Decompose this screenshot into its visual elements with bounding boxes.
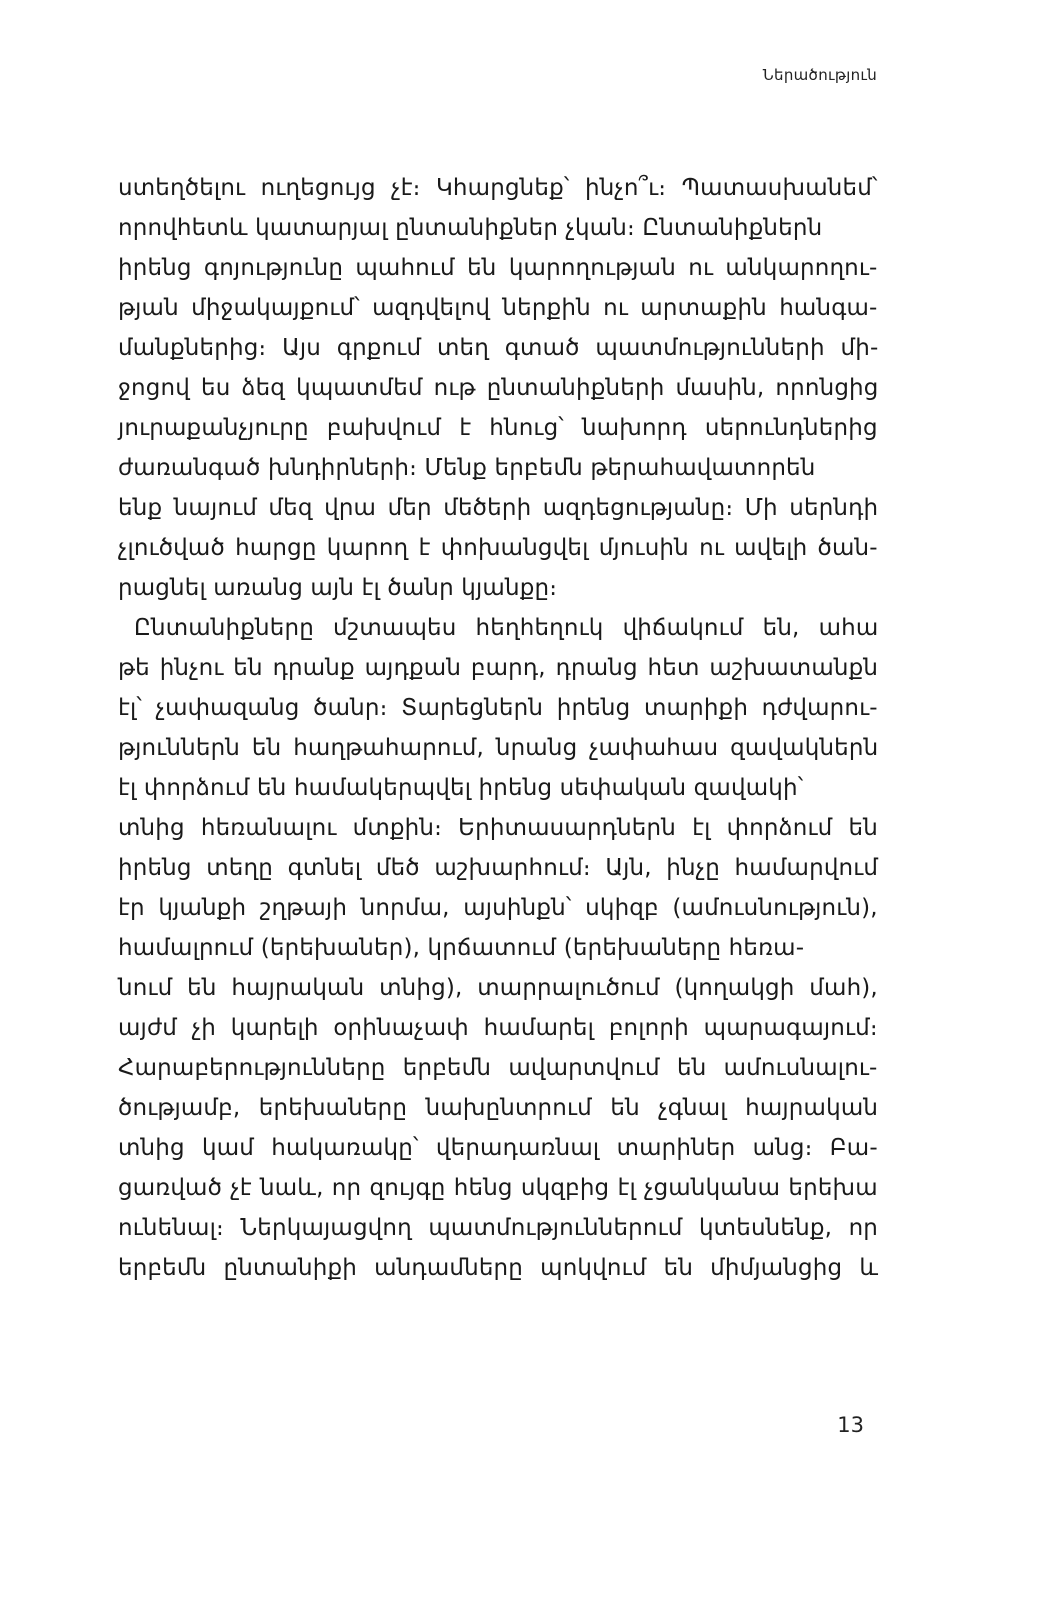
text-line: երբեմն ընտանիքի անդամները պոկվում են միմյանցից և bbox=[118, 1255, 879, 1281]
text-line: թյուններն են հաղթահարում, նրանց չափահաս զավակներն bbox=[118, 735, 879, 761]
text-line: տնից հեռանալու մտքին։ Երիտասարդներն էլ փորձում են bbox=[118, 815, 878, 841]
text-line: էլ՝ չափազանց ծանր։ Տարեցներն իրենց տարիքի դժվարու- bbox=[118, 695, 878, 721]
text-line: տնից կամ հակառակը՝ վերադառնալ տարիներ անց։ Բա- bbox=[118, 1135, 878, 1161]
text-line: ստեղծելու ուղեցույց չէ։ Կհարցնեք՝ ինչո՞ւ։ Պատասխանեմ՝ bbox=[118, 175, 878, 201]
page-number: 13 bbox=[837, 1413, 864, 1437]
text-line: նում են հայրական տնից), տարրալուծում (կողակցի մահ), bbox=[118, 975, 878, 1001]
text-line: էլ փորձում են համակերպվել իրենց սեփական զավակի՝ bbox=[118, 775, 804, 801]
text-line: իրենց գոյությունը պահում են կարողության ու անկարողու- bbox=[118, 255, 878, 281]
text-line: ենք նայում մեզ վրա մեր մեծերի ազդեցությանը։ Մի սերնդի bbox=[118, 495, 879, 521]
body-text bbox=[118, 168, 878, 1288]
text-line: ծությամբ, երեխաները նախընտրում են չգնալ հայրական bbox=[118, 1095, 879, 1121]
text-line: թե ինչու են դրանք այդքան բարդ, դրանց հետ աշխատանքն bbox=[118, 655, 879, 681]
text-line: թյան միջակայքում՝ ազդվելով ներքին ու արտաքին հանգա- bbox=[118, 295, 878, 321]
text-line: ցառված չէ նաև, որ զույգը հենց սկզբից էլ չցանկանա երեխա bbox=[118, 1175, 878, 1201]
text-line: մանքներից։ Այս գրքում տեղ գտած պատմությունների մի- bbox=[118, 335, 879, 361]
text-line: յուրաքանչյուրը բախվում է հնուց՝ նախորդ սերունդներից bbox=[118, 415, 878, 441]
text-line: այժմ չի կարելի օրինաչափ համարել բոլորի պարագայում։ bbox=[118, 1015, 878, 1041]
text-line: Ընտանիքները մշտապես հեղհեղուկ վիճակում են, ահա bbox=[134, 615, 879, 641]
text-line: ժառանգած խնդիրների։ Մենք երբեմն թերահավատորեն bbox=[118, 455, 816, 481]
text-line: համալրում (երեխաներ), կրճատում (երեխաները հեռա- bbox=[118, 935, 805, 961]
text-line: որովհետև կատարյալ ընտանիքներ չկան։ Ընտանիքներն bbox=[118, 215, 823, 241]
text-line: ունենալ։ Ներկայացվող պատմություններում կտեսնենք, որ bbox=[118, 1215, 879, 1241]
text-line: Հարաբերությունները երբեմն ավարտվում են ամուսնալու- bbox=[118, 1055, 878, 1081]
text-line: էր կյանքի շղթայի նորմա, այսինքն՝ սկիզբ (ամուսնություն), bbox=[118, 895, 878, 921]
text-line: իրենց տեղը գտնել մեծ աշխարհում։ Այն, ինչը համարվում bbox=[118, 855, 879, 881]
text-line: չլուծված հարցը կարող է փոխանցվել մյուսին ու ավելի ծան- bbox=[118, 535, 878, 561]
running-header: Ներածություն bbox=[762, 66, 877, 84]
text-line: ջոցով ես ձեզ կպատմեմ ութ ընտանիքների մասին, որոնցից bbox=[118, 375, 879, 401]
text-line: րացնել առանց այն էլ ծանր կյանքը։ bbox=[118, 575, 558, 601]
